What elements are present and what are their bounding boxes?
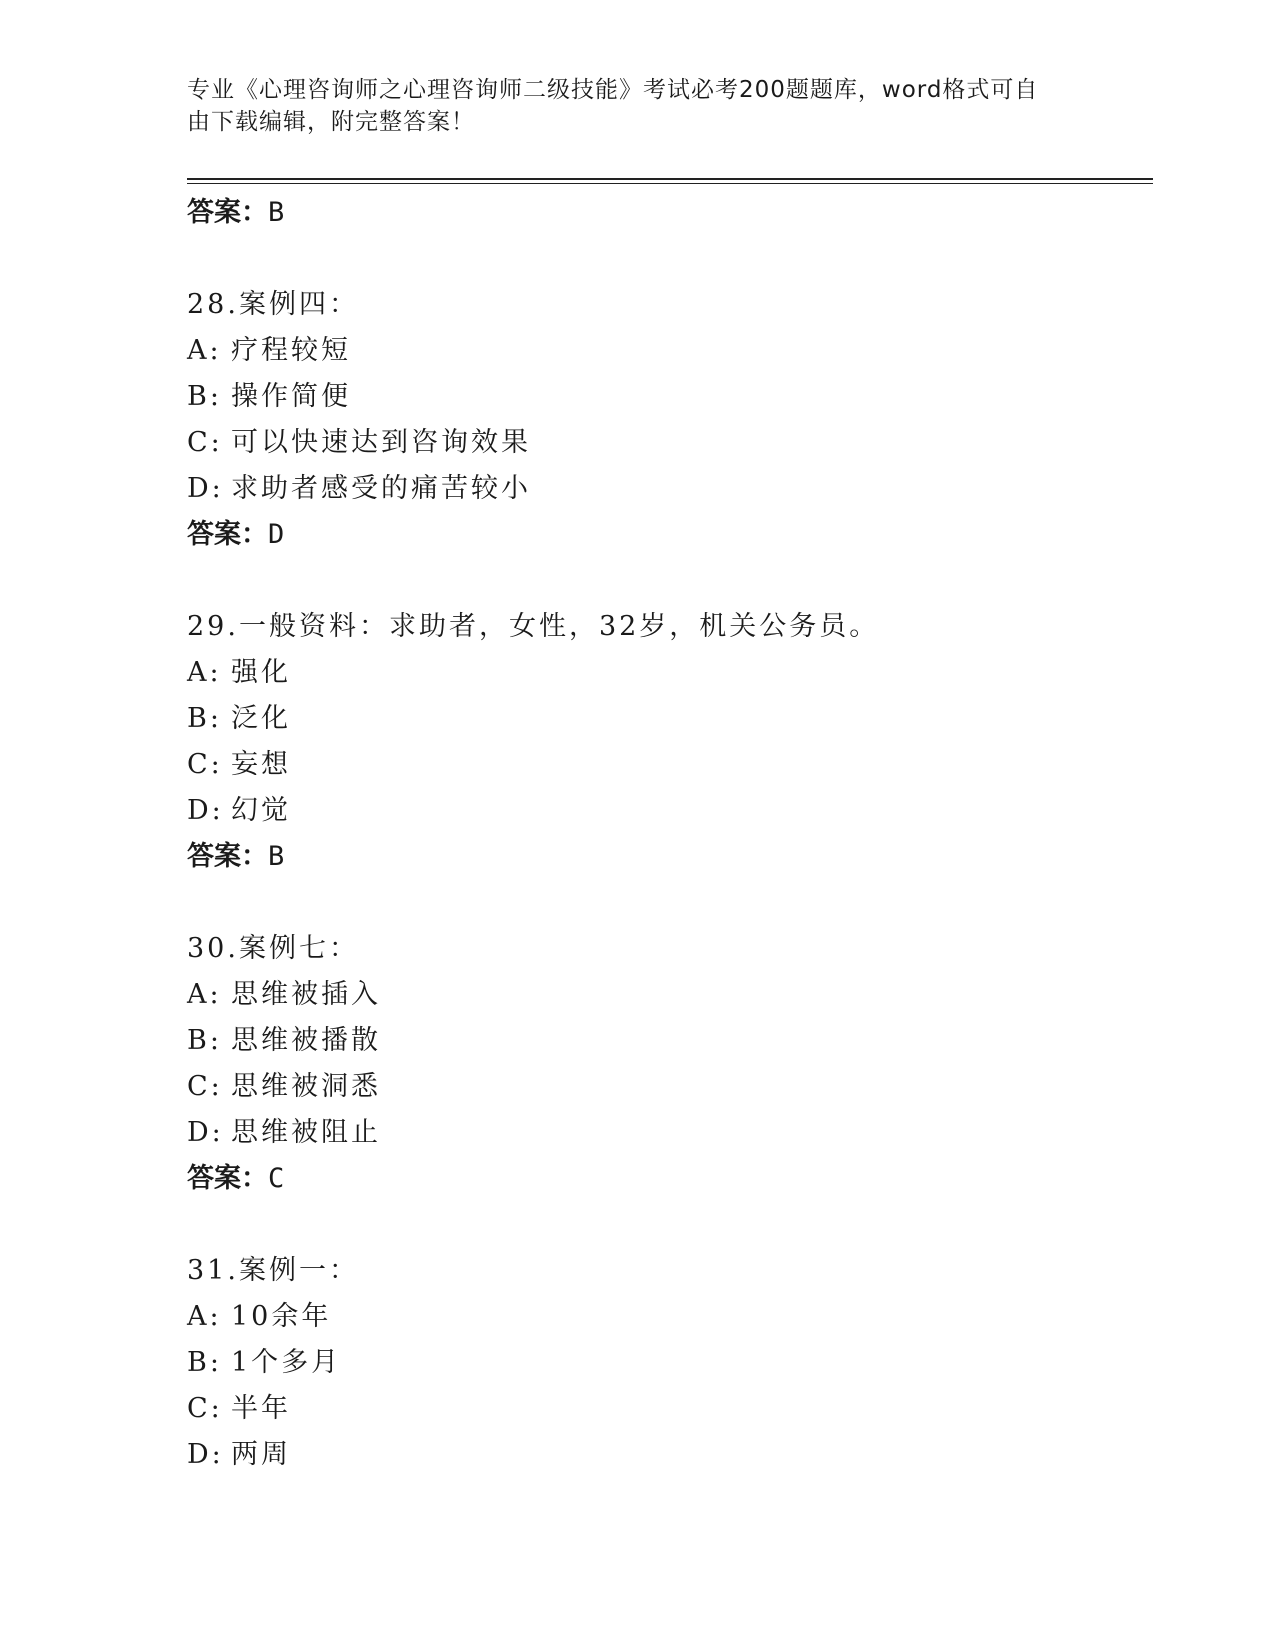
option-d [187,1432,1153,1478]
question-list [187,190,1153,1478]
question-stem: 28.案例四： [187,289,359,320]
option-b [187,1340,1153,1386]
option-text: 操作简便 [231,381,351,412]
option-b [187,696,1153,742]
option-key: A: [187,979,222,1010]
option-a [187,328,1153,374]
option-b [187,374,1153,420]
option-a [187,650,1153,696]
option-text: 1个多月 [231,1347,342,1378]
answer-label: 答案： [187,841,268,872]
option-key: D: [187,1439,224,1470]
option-d [187,1110,1153,1156]
option-b [187,1018,1153,1064]
option-key: C: [187,1393,223,1424]
answer-line [187,834,1153,880]
option-text: 思维被洞悉 [231,1071,381,1102]
option-text: 幻觉 [231,795,291,826]
spacer [187,236,1153,282]
option-key: A: [187,657,222,688]
option-text: 10余年 [231,1301,332,1332]
option-d [187,788,1153,834]
option-a [187,972,1153,1018]
option-text: 求助者感受的痛苦较小 [231,473,531,504]
option-text: 可以快速达到咨询效果 [231,427,531,458]
option-c [187,1064,1153,1110]
answer-line [187,190,1153,236]
header-divider-thin [187,183,1153,184]
answer-line [187,1156,1153,1202]
answer-value: D [268,519,285,550]
option-key: C: [187,427,223,458]
answer-label: 答案： [187,197,268,228]
question-stem: 31.案例一： [187,1255,359,1286]
option-a [187,1294,1153,1340]
answer-value: B [268,841,285,872]
option-text: 半年 [231,1393,291,1424]
option-text: 思维被插入 [231,979,381,1010]
question-stem: 29.一般资料：求助者，女性，32岁，机关公务员。 [187,611,880,642]
option-d [187,466,1153,512]
spacer [187,1202,1153,1248]
option-c [187,420,1153,466]
option-text: 强化 [231,657,291,688]
option-text: 思维被播散 [231,1025,381,1056]
option-key: A: [187,335,222,366]
option-key: B: [187,1025,222,1056]
option-key: C: [187,749,223,780]
option-key: D: [187,795,224,826]
option-key: B: [187,1347,222,1378]
option-text: 泛化 [231,703,291,734]
option-c [187,1386,1153,1432]
header-line-2: 由下载编辑，附完整答案！ [187,109,475,135]
header-divider-thick [187,178,1153,180]
option-text: 疗程较短 [231,335,351,366]
document-header [187,74,1087,138]
answer-line [187,512,1153,558]
option-key: C: [187,1071,223,1102]
spacer [187,558,1153,604]
option-text: 两周 [231,1439,291,1470]
answer-label: 答案： [187,519,268,550]
spacer [187,880,1153,926]
answer-value: B [268,197,285,228]
option-c [187,742,1153,788]
option-key: D: [187,1117,224,1148]
option-text: 思维被阻止 [231,1117,381,1148]
option-text: 妄想 [231,749,291,780]
answer-label: 答案： [187,1163,268,1194]
option-key: B: [187,381,222,412]
header-line-1: 专业《心理咨询师之心理咨询师二级技能》考试必考200题题库，word格式可自 [187,77,1039,103]
question-stem: 30.案例七： [187,933,359,964]
option-key: A: [187,1301,222,1332]
option-key: D: [187,473,224,504]
answer-value: C [268,1163,285,1194]
option-key: B: [187,703,222,734]
